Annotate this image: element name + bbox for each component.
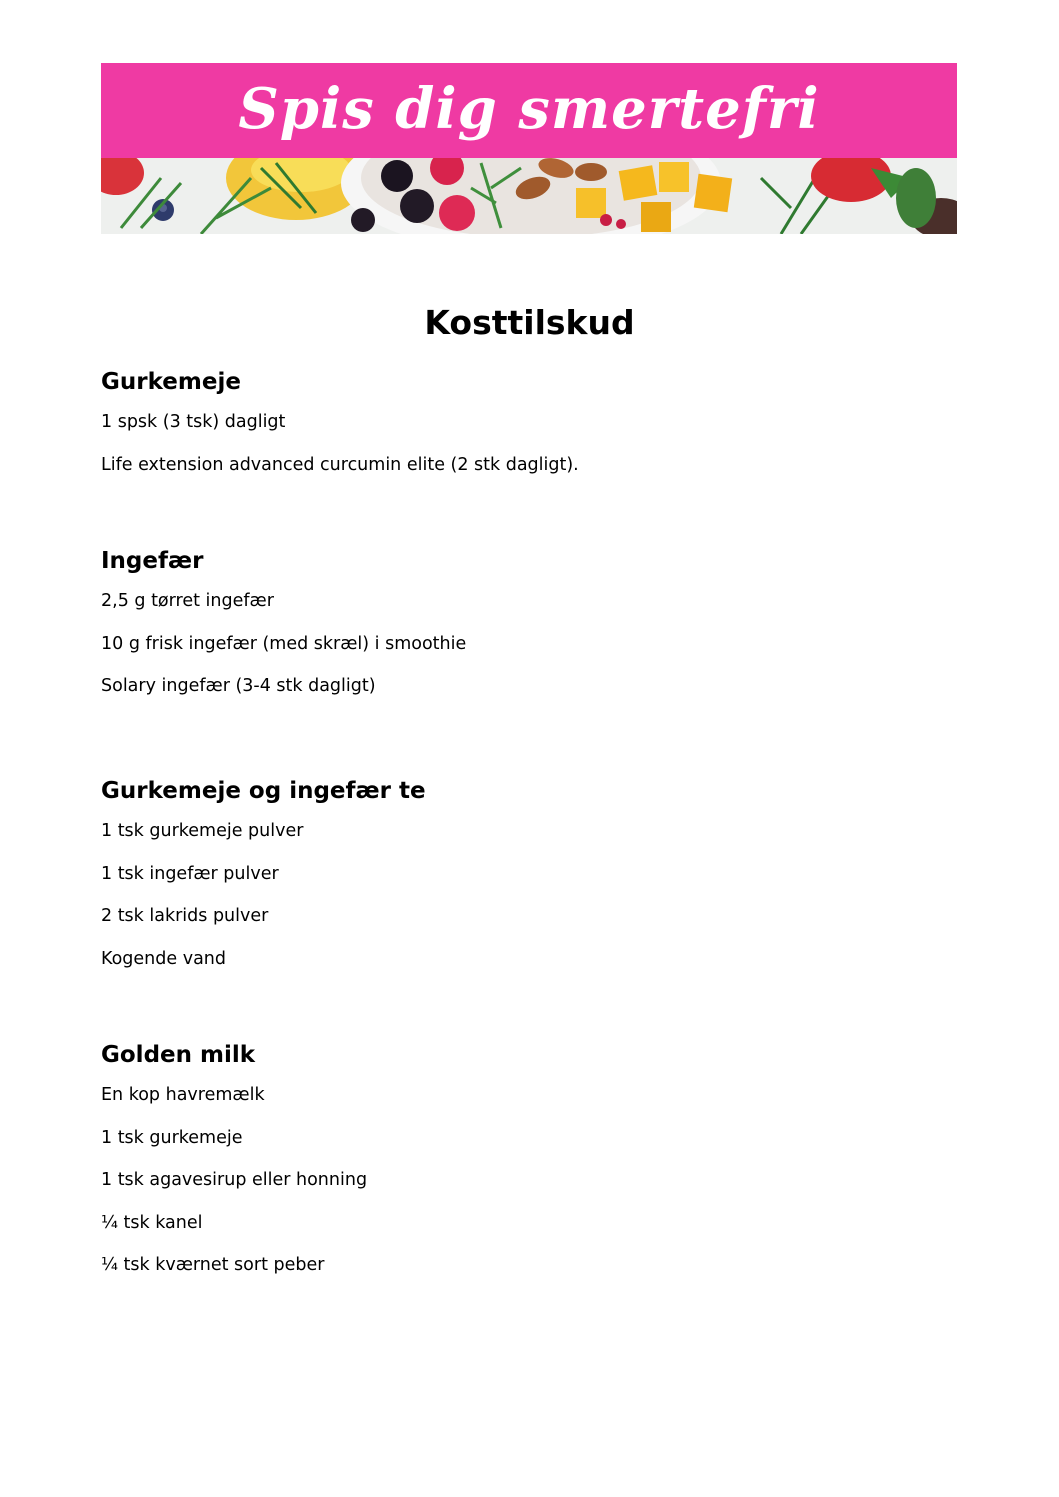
list-item: En kop havremælk <box>101 1085 265 1105</box>
list-item: 1 tsk ingefær pulver <box>101 863 279 884</box>
list-item: 10 g frisk ingefær (med skræl) i smoothie <box>101 633 467 654</box>
list-item: 1 spsk (3 tsk) dagligt <box>101 412 286 432</box>
list-item: 1 tsk gurkemeje <box>101 1127 243 1148</box>
page-title: Kosttilskud <box>424 303 635 342</box>
list-item: ¼ tsk kanel <box>101 1212 203 1233</box>
section-gurkemeje-og-ingefaer-te <box>101 775 961 989</box>
banner-title: Spis dig smertefri <box>238 76 820 142</box>
list-item: 1 tsk agavesirup eller honning <box>101 1170 368 1191</box>
list-item: ¼ tsk kværnet sort peber <box>101 1255 325 1276</box>
list-item: Solary ingefær (3-4 stk dagligt) <box>101 676 376 697</box>
section-heading: Golden milk <box>101 1042 256 1068</box>
header-banner <box>101 63 957 234</box>
list-item: Kogende vand <box>101 948 226 969</box>
section-ingefaer <box>101 545 961 717</box>
list-item: 1 tsk gurkemeje pulver <box>101 821 304 841</box>
section-golden-milk <box>101 1039 961 1296</box>
section-gurkemeje <box>101 366 961 495</box>
list-item: 2 tsk lakrids pulver <box>101 906 269 927</box>
section-heading: Gurkemeje og ingefær te <box>101 778 426 804</box>
list-item: 2,5 g tørret ingefær <box>101 591 274 611</box>
banner-title-band <box>101 63 957 158</box>
section-heading: Ingefær <box>101 548 204 574</box>
list-item: Life extension advanced curcumin elite (2 stk dagligt). <box>101 454 579 475</box>
fruit-bowl-photo <box>101 158 957 234</box>
section-heading: Gurkemeje <box>101 369 241 395</box>
